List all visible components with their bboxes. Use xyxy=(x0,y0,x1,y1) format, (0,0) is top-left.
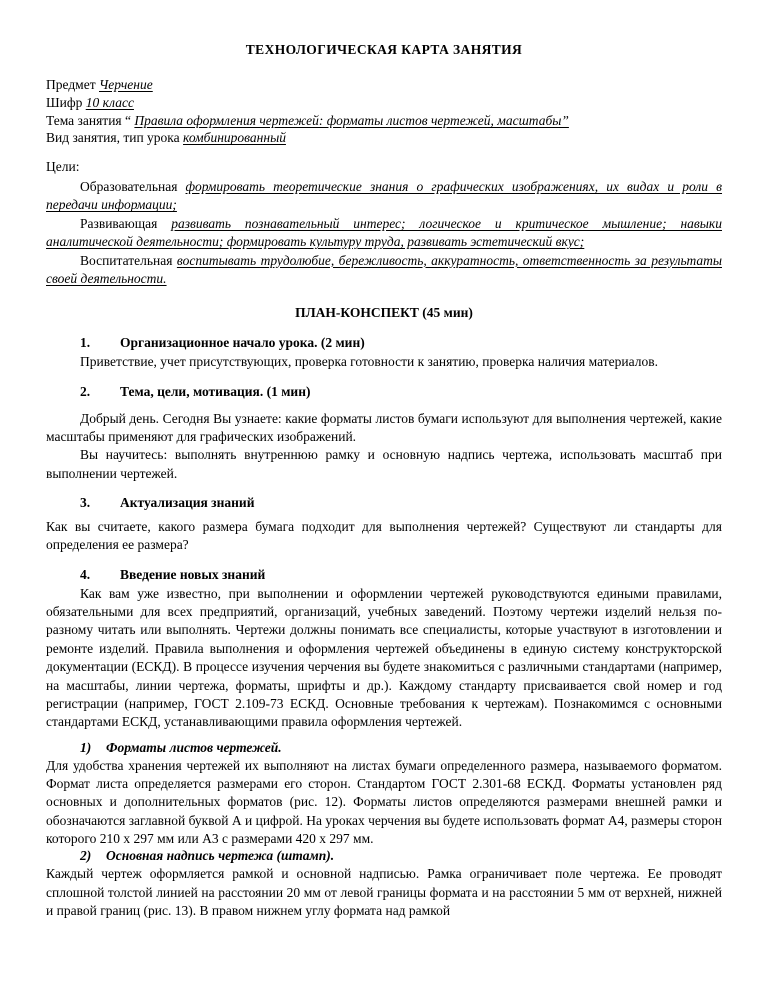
page-title: ТЕХНОЛОГИЧЕСКАЯ КАРТА ЗАНЯТИЯ xyxy=(245,42,523,57)
goal-educational-text: формировать теоретические знания о графических изображениях, их видах и роли в передачи информации; xyxy=(46,179,723,213)
goal-developmental xyxy=(46,215,722,252)
header-fields xyxy=(46,76,722,147)
field-subject-label: Предмет xyxy=(46,77,99,92)
goal-upbringing-text: воспитывать трудолюбие, бережливость, аккуратность, ответственность за результаты своей деятельности. xyxy=(46,252,722,286)
section-2-heading xyxy=(46,384,722,400)
section-3 xyxy=(46,495,722,555)
section-2-number: 2. xyxy=(80,383,91,399)
field-code-label: Шифр xyxy=(46,94,86,110)
section-2-paragraph-1: Добрый день. Сегодня Вы узнаете: какие форматы листов бумаги используют для выполнения чертежей, какие масштабы применяют для графических изображений. xyxy=(46,410,722,444)
section-1-title: Организационное начало урока. (2 мин) xyxy=(120,335,365,351)
section-4-paragraph: Как вам уже известно, при выполнении и оформлении чертежей руководствуются едиными правилами, обязательными для всех предприятий, организаций, учебных заведений. Поэтому чертежи изделий нельзя по-разному читать или выполнять. Чертежи должны понимать все специалисты, которые участвуют в изготовлении и ремонте изделий. Правила выполнения и оформления чертежей объединены в единую систему конструкторской документации (ЕСКД). В процессе изучения черчения вы будете знакомиться с различными стандартами (например, на масштабы, линии чертежа, форматы, шрифты и др.). Каждому стандарту присваивается свой номер и год регистрации (например, ГОСТ 2.109-73 ЕСКД. Основные требования к чертежам). Познакомимся с основными стандартами ЕСКД, устанавливающими правила оформления чертежей. xyxy=(46,585,722,730)
goal-developmental-text: развивать познавательный интерес; логическое и критическое мышление; навыки аналитической деятельности; формировать культуру труда, развивать эстетический вкус; xyxy=(46,215,722,250)
section-1-paragraph: Приветствие, учет присутствующих, проверка готовности к занятию, проверка наличия материалов. xyxy=(80,354,658,370)
field-code-value: 10 класс xyxy=(85,94,134,110)
section-3-heading xyxy=(46,495,722,511)
section-1-number: 1. xyxy=(80,335,91,351)
spacer xyxy=(46,402,722,410)
section-2 xyxy=(46,384,722,483)
field-lesson-type-label: Вид занятия, тип урока xyxy=(46,130,184,146)
subsection-1 xyxy=(46,740,722,849)
subsection-2-heading xyxy=(46,848,722,864)
subsection-2-title: Основная надпись чертежа (штамп). xyxy=(106,848,335,864)
goal-educational xyxy=(46,178,722,215)
subsection-2-number: 2) xyxy=(80,848,92,864)
subsection-1-paragraph: Для удобства хранения чертежей их выполняют на листах бумаги определенного размера, называемого форматом. Формат листа определяется размерами его сторон. Стандартом ГОСТ 2.301-68 ЕСКД. Форматы установлен ряд основных и дополнительных форматов (рис. 12). Форматы листов определяются размерами внешней рамки и обозначаются заглавной буквой А и цифрой. На уроках черчения вы будете использовать формат А4, размеры сторон которого 210 х 297 мм или А3 с размерами 420 х 297 мм. xyxy=(46,757,722,847)
subsection-1-heading xyxy=(46,740,722,756)
goal-developmental-name: Развивающая xyxy=(80,215,172,231)
section-2-title: Тема, цели, мотивация. (1 мин) xyxy=(120,383,311,399)
goal-educational-name: Образовательная xyxy=(80,179,186,195)
subsection-2 xyxy=(46,848,722,920)
goals-label: Цели: xyxy=(46,159,80,175)
section-1 xyxy=(46,335,722,371)
section-3-paragraph: Как вы считаете, какого размера бумага подходит для выполнения чертежей? Существуют ли стандарты для определения ее размера? xyxy=(46,519,722,553)
section-1-heading xyxy=(46,335,722,351)
section-4-heading xyxy=(46,567,722,583)
field-lesson-type xyxy=(46,129,722,147)
section-4-number: 4. xyxy=(80,566,91,582)
goal-upbringing-name: Воспитательная xyxy=(80,252,177,268)
goals-block xyxy=(46,158,722,288)
section-4-title: Введение новых знаний xyxy=(120,566,266,582)
subsection-2-paragraph: Каждый чертеж оформляется рамкой и основной надписью. Рамка ограничивает поле чертежа. Ее проводят сплошной толстой линией на расстоянии 20 мм от левой границы формата и на расстоянии 5 мм от верхней, нижней и правой границ (рис. 13). В правом нижнем углу формата над рамкой xyxy=(46,866,722,919)
subsection-1-number: 1) xyxy=(80,739,92,755)
section-2-paragraph-2: Вы научитесь: выполнять внутреннюю рамку и основную надпись чертежа, использовать масштаб при выполнении чертежей. xyxy=(46,447,722,481)
field-subject-value: Черчение xyxy=(99,77,153,92)
subsection-1-title: Форматы листов чертежей. xyxy=(106,739,282,755)
field-lesson-type-value: комбинированный xyxy=(183,130,286,146)
section-3-number: 3. xyxy=(80,495,91,511)
field-topic-label: Тема занятия “ xyxy=(46,112,135,128)
field-topic xyxy=(46,112,722,130)
section-4 xyxy=(46,567,722,732)
field-code xyxy=(46,94,722,112)
field-topic-value: Правила оформления чертежей: форматы листов чертежей, масштабы” xyxy=(134,112,569,128)
plan-title: ПЛАН-КОНСПЕКТ (45 мин) xyxy=(295,305,473,321)
field-subject xyxy=(46,76,722,94)
goal-upbringing xyxy=(46,252,722,289)
section-3-title: Актуализация знаний xyxy=(120,495,255,511)
